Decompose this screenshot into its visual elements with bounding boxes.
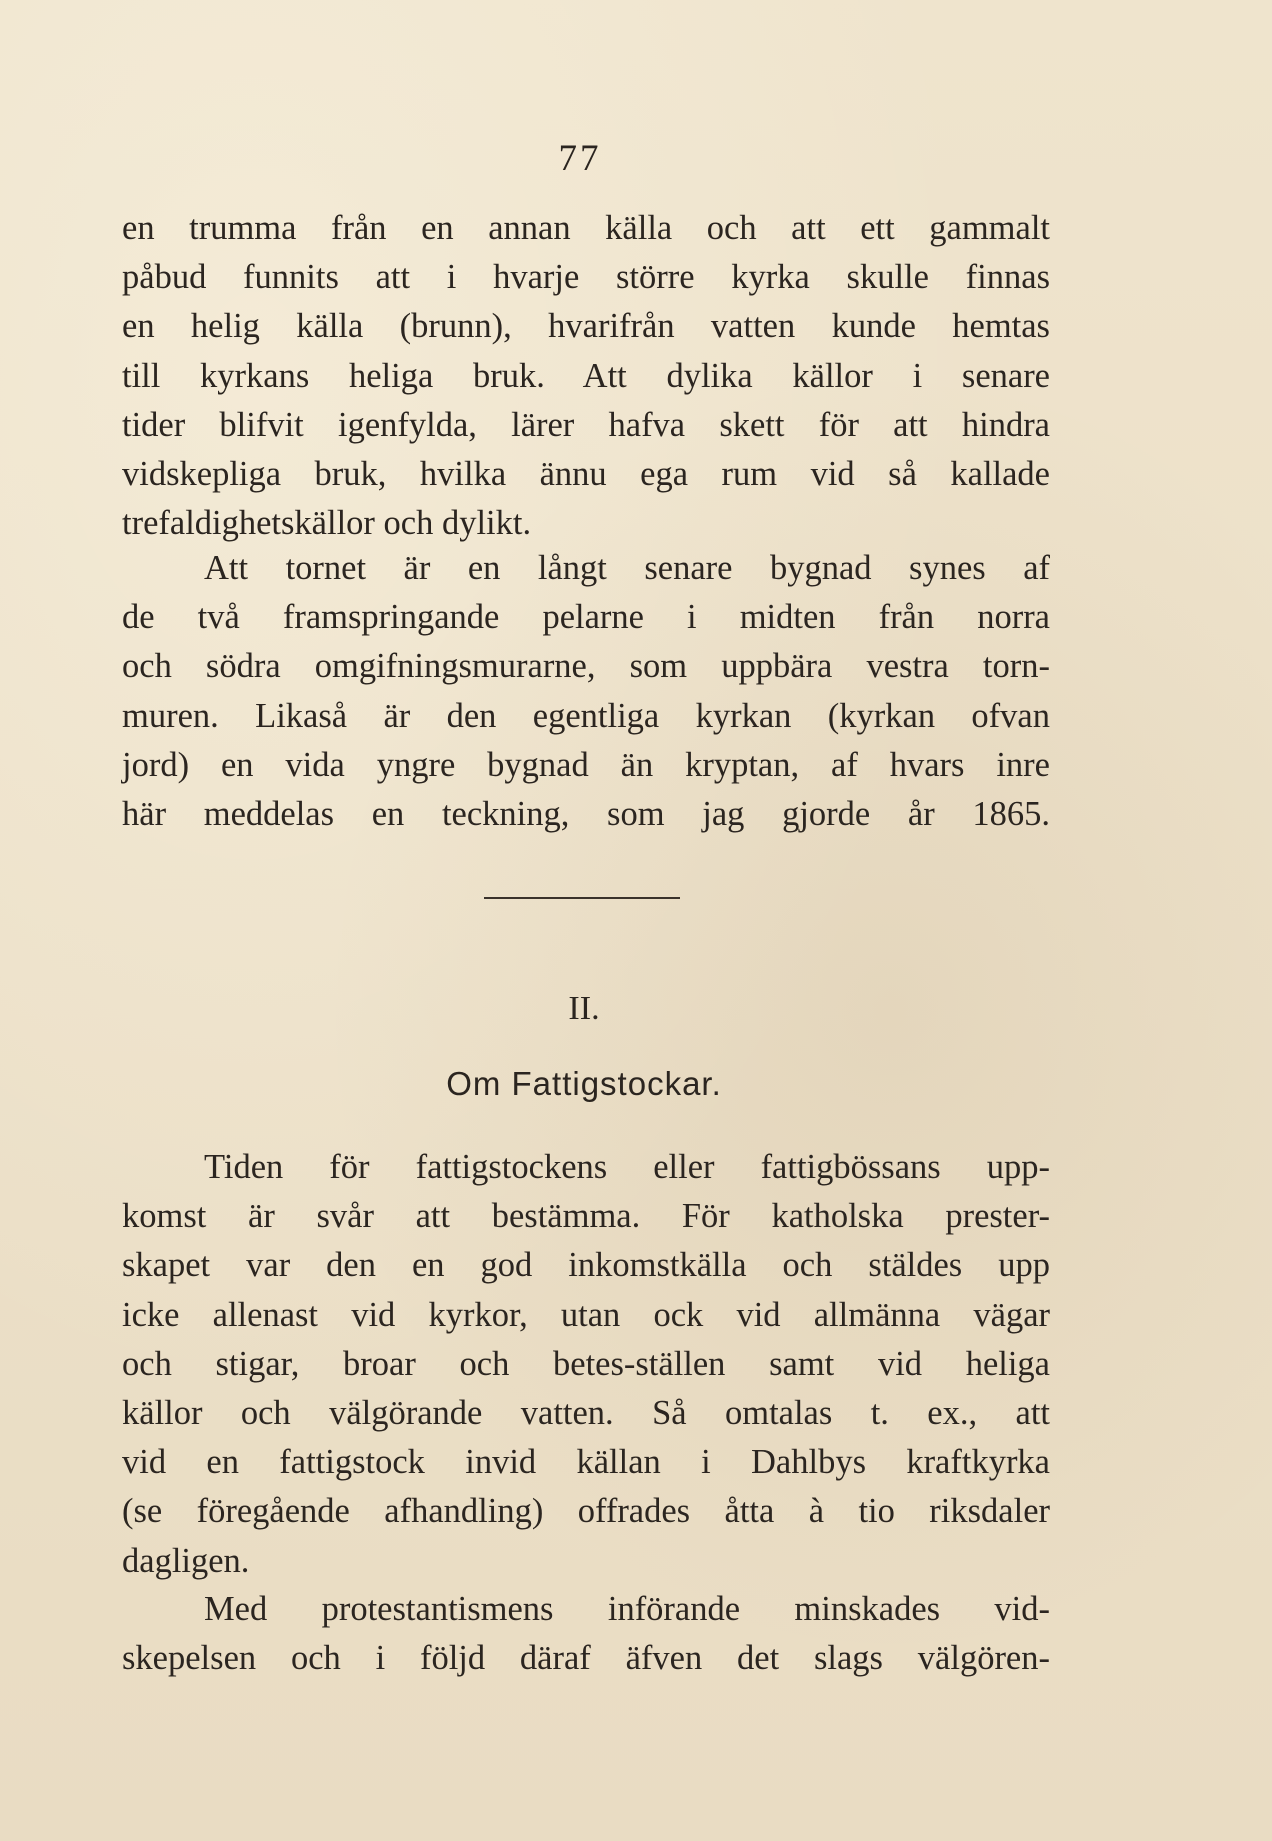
text-line: här meddelas en teckning, som jag gjorde år 1865. [122,794,1050,833]
text-line: skepelsen och i följd däraf äfven det slags välgören- [122,1639,1050,1678]
text-line: påbud funnits att i hvarje större kyrka skulle finnas [122,258,1050,297]
text-line: (se föregående afhandling) offrades åtta à tio riksdaler [122,1492,1050,1531]
text-line: tider blifvit igenfylda, lärer hafva skett för att hindra [122,405,1050,444]
paragraph-tower [122,544,1050,839]
text-line: Med protestantismens införande minskades vid- [204,1590,1050,1628]
text-line: och södra omgifningsmurarne, som uppbära vestra torn- [122,647,1050,686]
text-line: en trumma från en annan källa och att ett gammalt [122,209,1050,247]
text-line: icke allenast vid kyrkor, utan ock vid allmänna vägar [122,1295,1050,1334]
paragraph-poor-boxes [122,1143,1050,1586]
text-line: vid en fattigstock invid källan i Dahlbys kraftkyrka [122,1443,1050,1482]
text-line: källor och välgörande vatten. Så omtalas t. ex., att [122,1393,1050,1432]
section-number: II. [568,990,600,1027]
text-line: jord) en vida yngre bygnad än kryptan, af hvars inre [122,745,1050,784]
section-divider [484,897,680,899]
paragraph-wells [122,204,1050,548]
text-line: komst är svår att bestämma. För katholska prester- [122,1197,1050,1236]
text-line: till kyrkans heliga bruk. Att dylika källor i senare [122,356,1050,395]
text-line: de två framspringande pelarne i midten från norra [122,598,1050,637]
paragraph-protestantism [122,1585,1050,1683]
text-line: skapet var den en god inkomstkälla och stäldes upp [122,1246,1050,1285]
text-line: vidskepliga bruk, hvilka ännu ega rum vid så kallade [122,454,1050,493]
section-title: Om Fattigstockar. [446,1065,722,1102]
text-line: och stigar, broar och betes-ställen samt vid heliga [122,1344,1050,1383]
page-number: 77 [558,138,602,179]
text-line: Tiden för fattigstockens eller fattigbössans upp- [204,1148,1050,1186]
text-line: muren. Likaså är den egentliga kyrkan (kyrkan ofvan [122,696,1050,735]
text-line: en helig källa (brunn), hvarifrån vatten kunde hemtas [122,307,1050,346]
text-line: Att tornet är en långt senare bygnad synes af [204,549,1050,587]
text-line: trefaldighetskällor och dylikt. [122,504,532,543]
text-line: dagligen. [122,1541,250,1580]
